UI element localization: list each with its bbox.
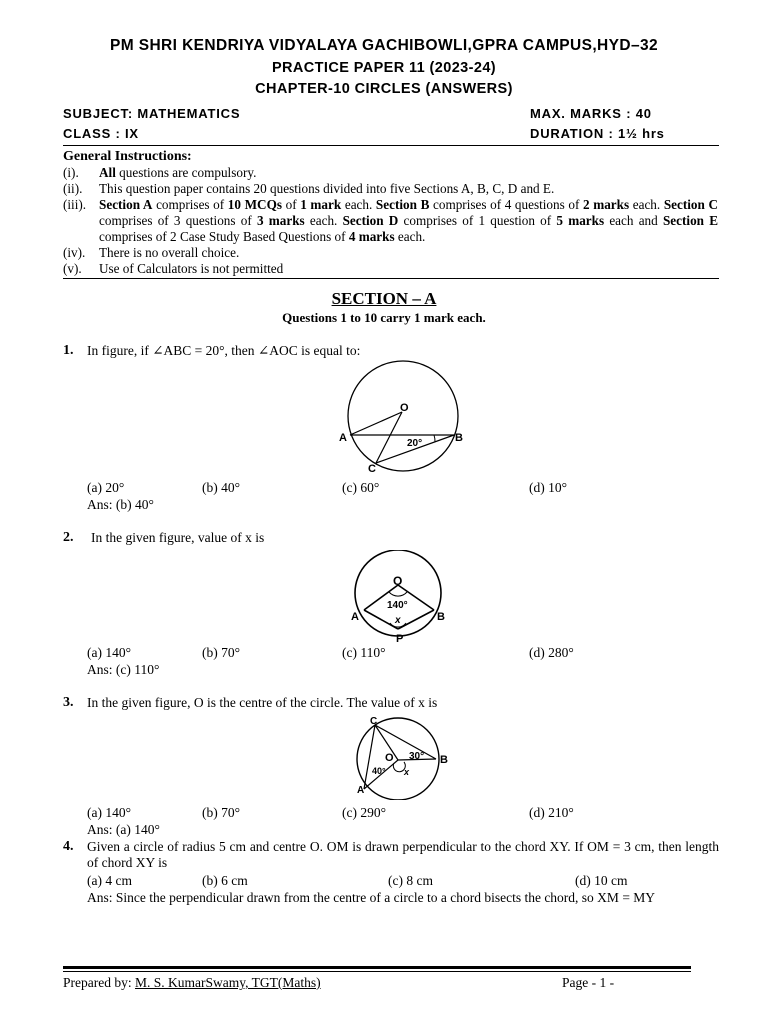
label-b: B <box>455 432 463 444</box>
option-b: (b) 70° <box>202 805 241 820</box>
question-number: 2. <box>63 530 74 545</box>
answer: Ans: Since the perpendicular drawn from the centre of a circle to a chord bisects the chord, so XM = MY <box>87 890 656 905</box>
option-d: (d) 10 cm <box>575 873 628 888</box>
option-a: (a) 20° <box>87 480 125 495</box>
instruction-text: Use of Calculators is not permitted <box>99 261 284 276</box>
instruction-item <box>63 197 718 245</box>
label-p: P <box>396 633 404 645</box>
footer-rule-thick <box>63 966 691 969</box>
instructions-list <box>63 165 718 277</box>
duration: DURATION : 1½ hrs <box>530 126 665 141</box>
option-b: (b) 6 cm <box>202 873 248 888</box>
instruction-text: All questions are compulsory. <box>99 165 257 180</box>
option-c: (c) 290° <box>342 805 387 820</box>
question-text: In the given figure, value of x is <box>91 530 265 545</box>
page-number: Page - 1 - <box>562 975 615 990</box>
figure-q3 <box>350 715 460 800</box>
footer-rule-thin <box>63 971 691 972</box>
figure-q2 <box>345 550 455 645</box>
answer: Ans: (b) 40° <box>87 497 154 512</box>
option-b: (b) 40° <box>202 480 241 495</box>
label-a: A <box>351 611 359 623</box>
option-c: (c) 60° <box>342 480 380 495</box>
label-a: A <box>339 432 347 444</box>
label-angle: 140° <box>387 600 408 611</box>
prepared-label: Prepared by: <box>63 975 135 990</box>
instruction-num: (i). <box>63 165 79 180</box>
label-b: B <box>440 754 448 766</box>
option-d: (d) 210° <box>529 805 574 820</box>
label-o: O <box>393 574 403 588</box>
chapter-title: CHAPTER-10 CIRCLES (ANSWERS) <box>255 81 513 97</box>
label-angle-30: 30° <box>409 751 425 762</box>
instruction-item <box>63 261 718 277</box>
label-angle-40: 40° <box>372 766 386 776</box>
instruction-item <box>63 245 718 261</box>
section-title: SECTION – A <box>331 289 437 308</box>
instruction-text: There is no overall choice. <box>99 245 240 260</box>
instructions-divider <box>63 278 719 279</box>
class: CLASS : IX <box>63 126 139 141</box>
question-number: 3. <box>63 695 74 710</box>
question-number: 4. <box>63 839 74 854</box>
question-text: Given a circle of radius 5 cm and centre O. OM is drawn perpendicular to the chord XY. If OM = 3 cm, then length of chord XY is <box>87 839 719 870</box>
label-b: B <box>437 611 445 623</box>
author: M. S. KumarSwamy, TGT(Maths) <box>134 975 321 990</box>
question-text: In the given figure, O is the centre of the circle. The value of x is <box>87 695 438 710</box>
max-marks: MAX. MARKS : 40 <box>530 106 652 121</box>
label-c: C <box>368 463 376 475</box>
option-c: (c) 110° <box>342 645 386 660</box>
option-d: (d) 10° <box>529 480 568 495</box>
option-a: (a) 140° <box>87 645 132 660</box>
subject: SUBJECT: MATHEMATICS <box>63 106 241 121</box>
question-number: 1. <box>63 343 74 358</box>
instruction-num: (ii). <box>63 181 83 196</box>
footer-prepared <box>63 975 321 991</box>
answer: Ans: (c) 110° <box>87 662 160 677</box>
paper-title: PRACTICE PAPER 11 (2023-24) <box>271 60 497 76</box>
label-x: x <box>404 767 410 777</box>
header-divider <box>63 145 719 146</box>
option-a: (a) 4 cm <box>87 873 132 888</box>
instruction-text: Section A comprises of 10 MCQs of 1 mark each. Section B comprises of 4 questions of 2 marks each. Section C comprises of 3 questions of 3 marks each. Section D comprises of 1 question of 5 marks each and Section E comprises of 2 Case Study Based Questions of 4 marks each. <box>99 197 719 244</box>
label-angle: 20° <box>407 438 423 449</box>
option-b: (b) 70° <box>202 645 241 660</box>
label-x: x <box>395 615 401 626</box>
figure-q1 <box>330 360 480 480</box>
option-d: (d) 280° <box>529 645 574 660</box>
answer: Ans: (a) 140° <box>87 822 160 837</box>
label-o: O <box>400 402 409 414</box>
instruction-item <box>63 181 718 197</box>
option-c: (c) 8 cm <box>388 873 433 888</box>
option-a: (a) 140° <box>87 805 132 820</box>
instruction-num: (iv). <box>63 245 86 260</box>
instructions-title: General Instructions: <box>63 149 192 164</box>
instruction-item <box>63 165 718 181</box>
school-name: PM SHRI KENDRIYA VIDYALAYA GACHIBOWLI,GPRA CAMPUS,HYD–32 <box>109 37 659 54</box>
section-subtitle: Questions 1 to 10 carry 1 mark each. <box>282 310 486 325</box>
instruction-text: This question paper contains 20 questions divided into five Sections A, B, C, D and E. <box>99 181 555 196</box>
label-o: O <box>385 752 394 764</box>
instruction-num: (v). <box>63 261 82 276</box>
question-text: In figure, if ∠ABC = 20°, then ∠AOC is equal to: <box>87 343 361 358</box>
label-a: A <box>357 785 365 796</box>
instruction-num: (iii). <box>63 197 87 212</box>
label-c: C <box>370 716 378 727</box>
